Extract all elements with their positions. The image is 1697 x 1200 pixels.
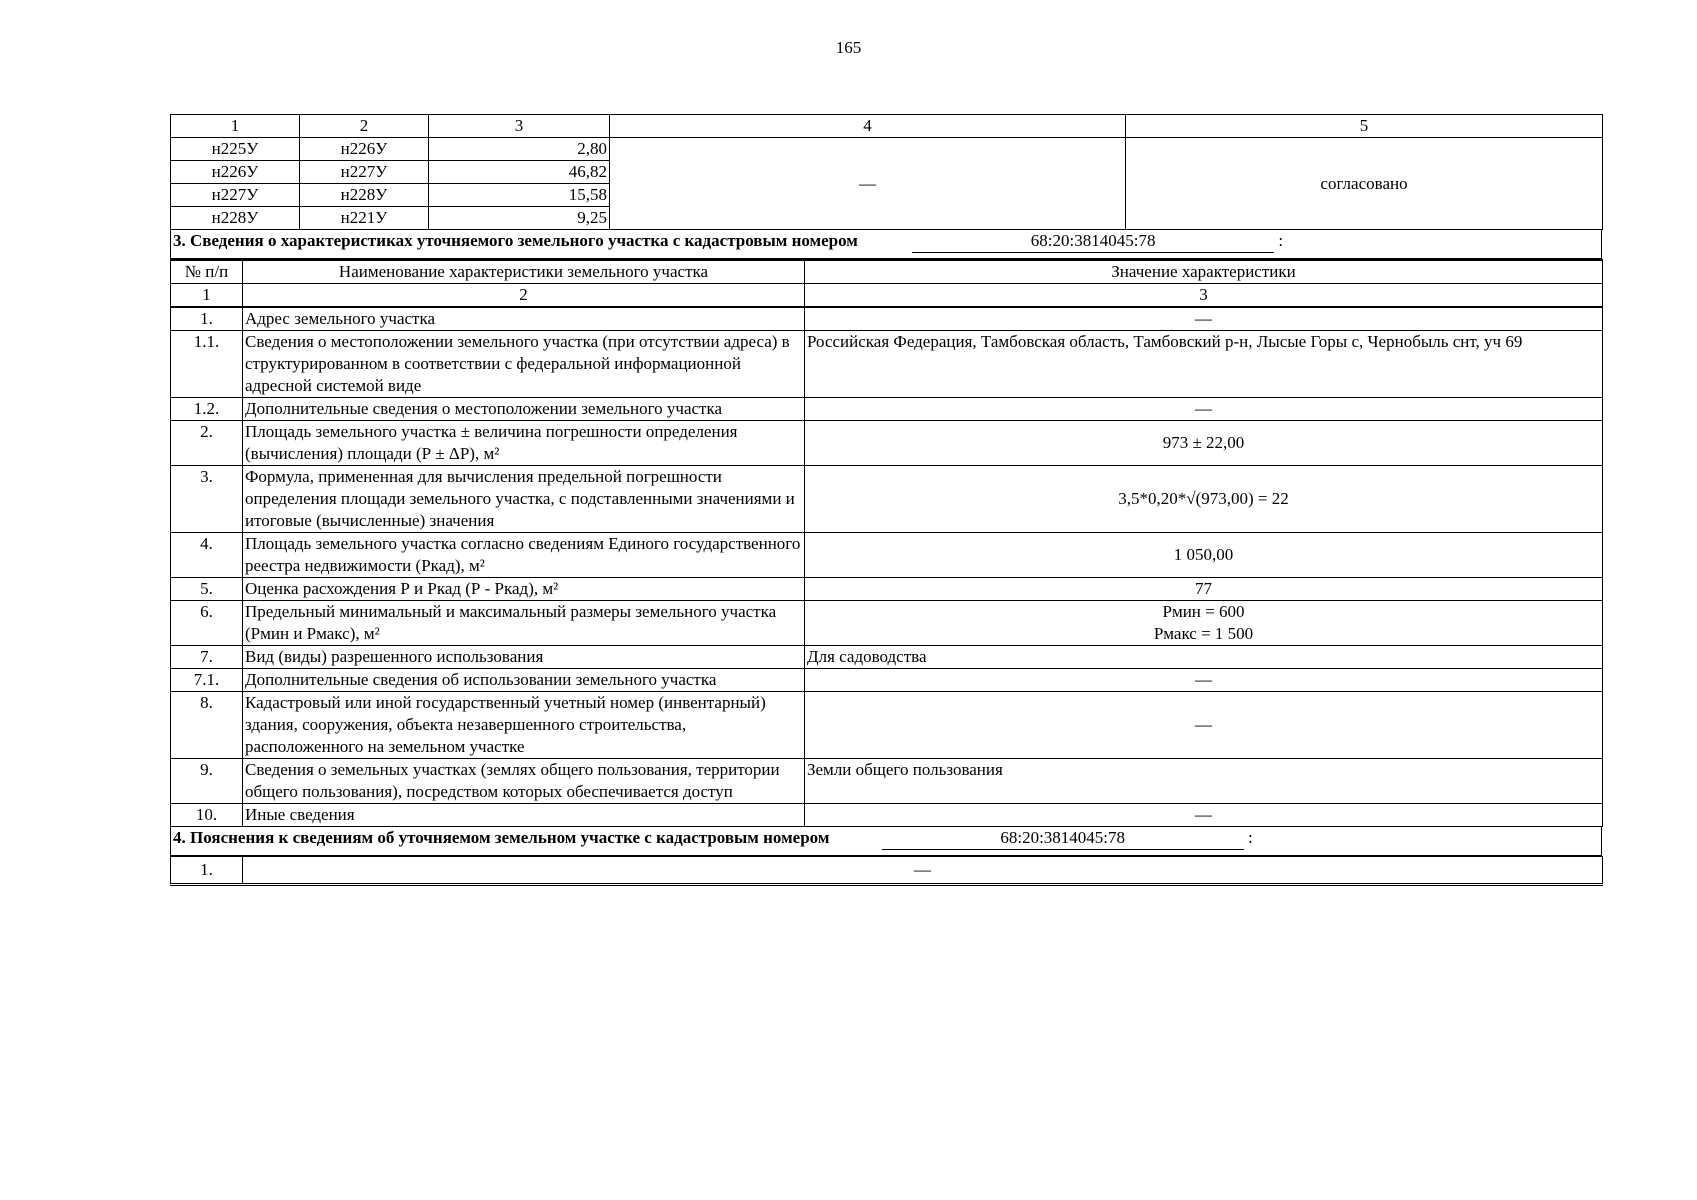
table-header-row (171, 115, 1603, 138)
row-name: Оценка расхождения Р и Ркад (Р - Ркад), м² (243, 578, 805, 601)
section-4-title (170, 827, 1602, 856)
header-number: 2 (243, 284, 805, 308)
table-row (171, 646, 1603, 669)
table-row (171, 804, 1603, 827)
boundary-points-table (170, 114, 1603, 230)
row-value (805, 601, 1603, 646)
row-number: 3. (171, 466, 243, 533)
table-row (171, 331, 1603, 398)
row-name: Площадь земельного участка согласно сведениям Единого государственного реестра недвижимости (Ркад), м² (243, 533, 805, 578)
section-title-text: 4. Пояснения к сведениям об уточняемом земельном участке с кадастровым номером (173, 828, 830, 847)
point-to: н228У (300, 184, 429, 207)
row-number: 10. (171, 804, 243, 827)
table-row (171, 601, 1603, 646)
row-number: 1.1. (171, 331, 243, 398)
point-to: н221У (300, 207, 429, 230)
row-value: — (805, 398, 1603, 421)
header-cell: Значение характеристики (805, 260, 1603, 284)
point-to: н226У (300, 138, 429, 161)
cadastral-number: 68:20:3814045:78 (882, 827, 1244, 850)
header-cell: № п/п (171, 260, 243, 284)
table-row (171, 669, 1603, 692)
column-number: 5 (1126, 115, 1603, 138)
row-value: 1 050,00 (805, 533, 1603, 578)
row-number: 1. (171, 857, 243, 885)
min-size-value: Рмин = 600 (1162, 602, 1245, 621)
max-size-value: Рмакс = 1 500 (1153, 624, 1254, 643)
table-row (171, 307, 1603, 331)
row-value: — (805, 692, 1603, 759)
row-value: 973 ± 22,00 (805, 421, 1603, 466)
row-value: Земли общего пользования (805, 759, 1603, 804)
colon: : (1247, 828, 1253, 847)
table-header-row (171, 260, 1603, 284)
row-number: 9. (171, 759, 243, 804)
table-row (171, 857, 1603, 885)
characteristics-table (170, 259, 1603, 827)
col5-value: согласовано (1126, 138, 1603, 230)
header-cell: Наименование характеристики земельного участка (243, 260, 805, 284)
point-to: н227У (300, 161, 429, 184)
row-value: — (805, 307, 1603, 331)
column-number: 2 (300, 115, 429, 138)
row-value: 77 (805, 578, 1603, 601)
table-row (171, 533, 1603, 578)
distance-value: 46,82 (429, 161, 610, 184)
column-number: 4 (610, 115, 1126, 138)
row-name: Сведения о местоположении земельного участка (при отсутствии адреса) в структурированном в соответствии с федеральной информационной адресной системой виде (243, 331, 805, 398)
row-name: Сведения о земельных участках (землях общего пользования, территории общего пользования), посредством которых обеспечивается доступ (243, 759, 805, 804)
row-value: — (243, 857, 1603, 885)
colon: : (1278, 231, 1284, 250)
point-from: н226У (171, 161, 300, 184)
explanations-table (170, 856, 1603, 886)
distance-value: 2,80 (429, 138, 610, 161)
point-from: н225У (171, 138, 300, 161)
header-number: 1 (171, 284, 243, 308)
row-number: 8. (171, 692, 243, 759)
table-row (171, 692, 1603, 759)
col4-value: — (610, 138, 1126, 230)
table-row (171, 398, 1603, 421)
row-number: 1. (171, 307, 243, 331)
row-name: Адрес земельного участка (243, 307, 805, 331)
table-row (171, 466, 1603, 533)
row-number: 7.1. (171, 669, 243, 692)
row-value: 3,5*0,20*√(973,00) = 22 (805, 466, 1603, 533)
row-number: 1.2. (171, 398, 243, 421)
table-row (171, 759, 1603, 804)
row-number: 2. (171, 421, 243, 466)
section-3-title (170, 230, 1602, 259)
row-number: 6. (171, 601, 243, 646)
row-name: Дополнительные сведения о местоположении земельного участка (243, 398, 805, 421)
row-name: Иные сведения (243, 804, 805, 827)
row-name: Площадь земельного участка ± величина погрешности определения (вычисления) площади (Р ± ΔР), м² (243, 421, 805, 466)
row-name: Кадастровый или иной государственный учетный номер (инвентарный) здания, сооружения, объекта незавершенного строительства, расположенного на земельном участке (243, 692, 805, 759)
column-number: 3 (429, 115, 610, 138)
row-value: Российская Федерация, Тамбовская область, Тамбовский р-н, Лысые Горы с, Чернобыль снт, уч 69 (805, 331, 1603, 398)
header-number: 3 (805, 284, 1603, 308)
row-number: 5. (171, 578, 243, 601)
document-sheet (170, 114, 1602, 886)
distance-value: 15,58 (429, 184, 610, 207)
row-name: Формула, примененная для вычисления предельной погрешности определения площади земельного участка, с подставленными значениями и итоговые (вычисленные) значения (243, 466, 805, 533)
table-row (171, 578, 1603, 601)
row-value: — (805, 804, 1603, 827)
table-row (171, 421, 1603, 466)
point-from: н227У (171, 184, 300, 207)
point-from: н228У (171, 207, 300, 230)
table-header-numbers-row (171, 284, 1603, 308)
table-row (171, 138, 1603, 161)
section-title-text: 3. Сведения о характеристиках уточняемого земельного участка с кадастровым номером (173, 231, 858, 250)
page-number: 165 (835, 38, 862, 57)
row-number: 7. (171, 646, 243, 669)
row-name: Предельный минимальный и максимальный размеры земельного участка (Рмин и Рмакс), м² (243, 601, 805, 646)
row-number: 4. (171, 533, 243, 578)
cadastral-number: 68:20:3814045:78 (912, 230, 1274, 253)
distance-value: 9,25 (429, 207, 610, 230)
row-value: Для садоводства (805, 646, 1603, 669)
row-name: Дополнительные сведения об использовании земельного участка (243, 669, 805, 692)
column-number: 1 (171, 115, 300, 138)
row-value: — (805, 669, 1603, 692)
row-name: Вид (виды) разрешенного использования (243, 646, 805, 669)
